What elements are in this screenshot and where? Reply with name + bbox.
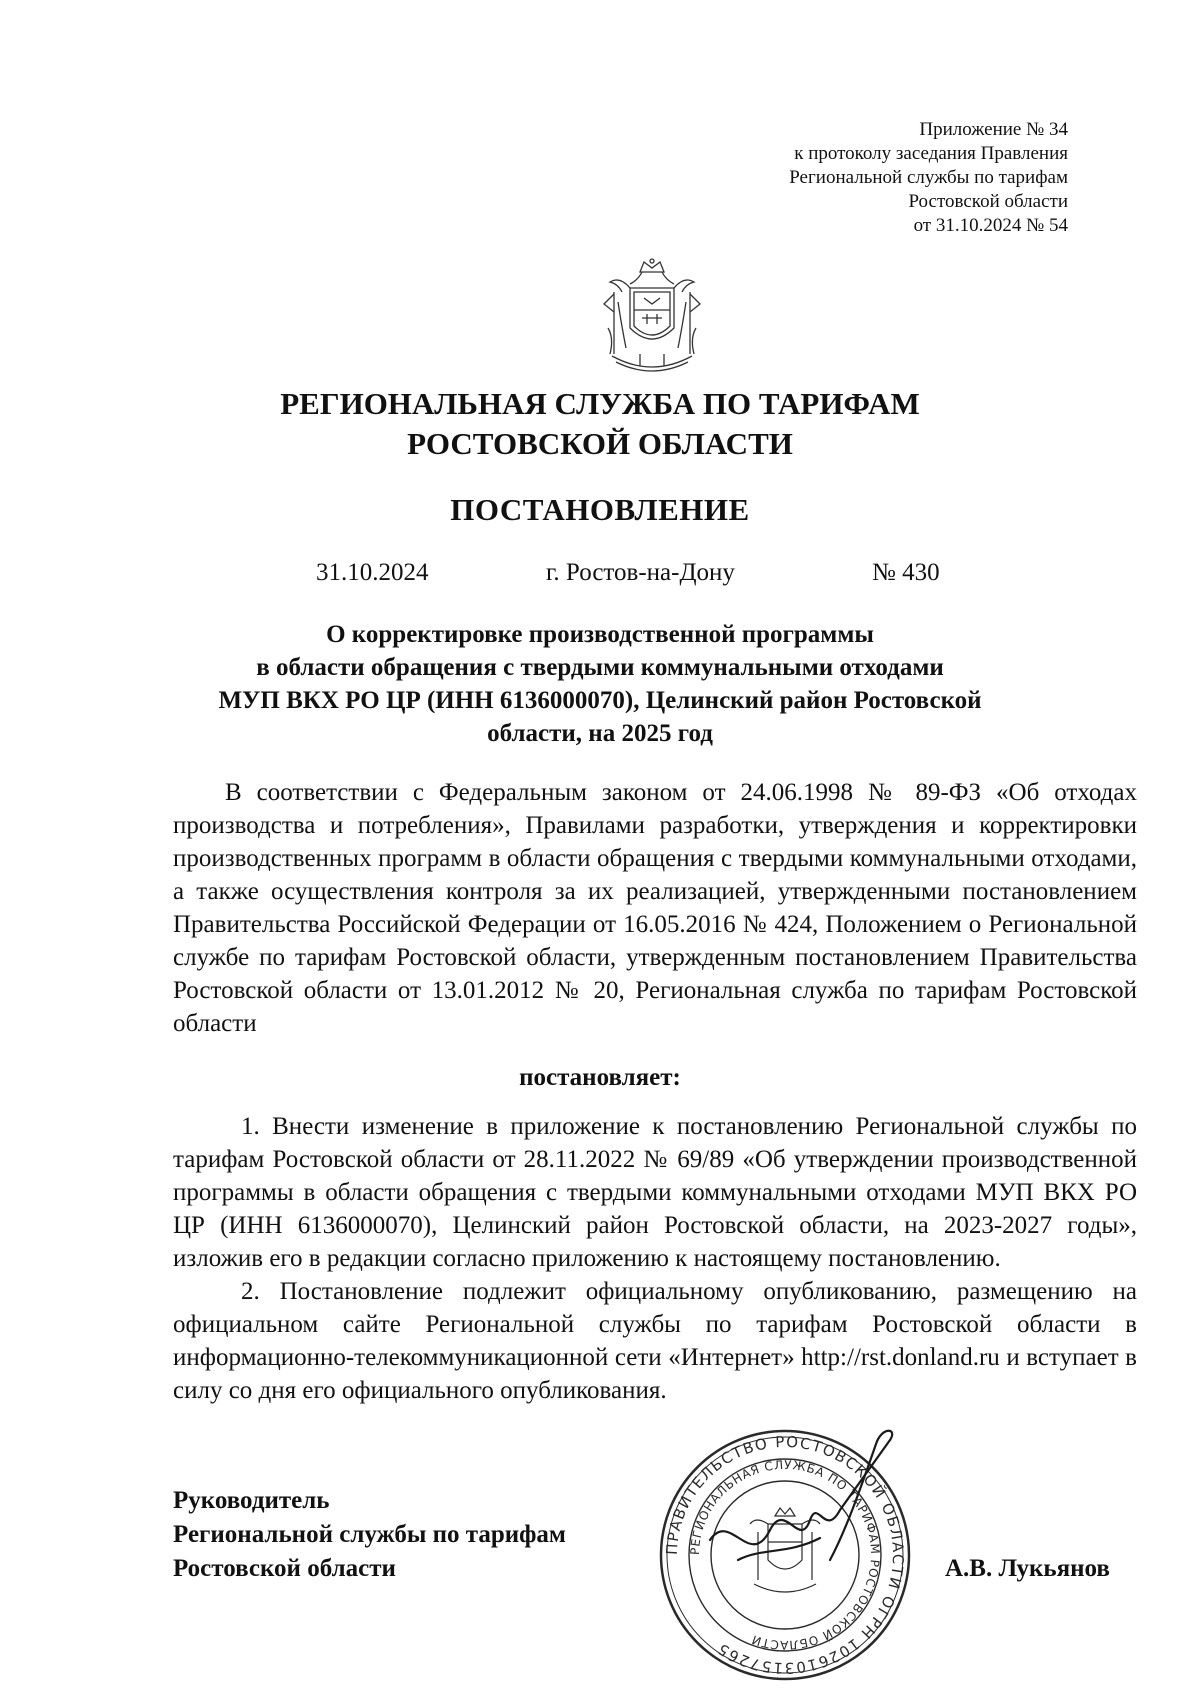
- signer-name: А.В. Лукьянов: [945, 1555, 1110, 1582]
- appendix-line: Ростовской области: [908, 191, 1068, 212]
- appendix-line: от 31.10.2024 № 54: [913, 215, 1068, 236]
- document-date: 31.10.2024: [316, 559, 429, 586]
- decree-item: 2. Постановление подлежит официальному опубликованию, размещению на официальном сайте Региональной службы по тарифам Ростовской области в информационно-телекоммуникационной сети «Интернет» http://rst.donland.ru и вступает в силу со дня его официального опубликования.: [173, 1278, 1137, 1404]
- document-subject: [160, 618, 1040, 750]
- document-city: г. Ростов-на-Дону: [546, 559, 735, 586]
- preamble-paragraph: В соответствии с Федеральным законом от 24.06.1998 № 89-ФЗ «Об отходах производства и потребления», Правилами разработки, утверждения и корректировки производственных программ в области обращения с твердыми коммунальными отходами, а также осуществления контроля за их реализацией, утвержденными постановлением Правительства Российской Федерации от 16.05.2016 № 424, Положением о Региональной службе по тарифам Ростовской области, утвержденным постановлением Правительства Ростовской области от 13.01.2012 № 20, Региональная служба по тарифам Ростовской области: [173, 779, 1137, 1037]
- appendix-line: к протоколу заседания Правления: [794, 143, 1068, 164]
- signer-title-line: Региональной службы по тарифам: [173, 1521, 566, 1548]
- coat-of-arms-icon: [600, 258, 704, 380]
- decree-item: 1. Внести изменение в приложение к постановлению Региональной службы по тарифам Ростовской области от 28.11.2022 № 69/89 «Об утверждении производственной программы в области обращения с твердыми коммунальными отходами МУП ВКХ РО ЦР (ИНН 6136000070), Целинский район Ростовской области, на 2023-2027 годы», изложив его в редакции согласно приложению к настоящему постановлению.: [173, 1113, 1137, 1272]
- subject-line: О корректировке производственной программы: [326, 621, 874, 648]
- decree-items: [173, 1110, 1137, 1407]
- organization-name-line: РЕГИОНАЛЬНАЯ СЛУЖБА ПО ТАРИФАМ: [280, 386, 920, 421]
- subject-line: области, на 2025 год: [487, 720, 713, 747]
- appendix-line: Приложение № 34: [919, 119, 1068, 140]
- signer-title-line: Руководитель: [173, 1487, 330, 1514]
- subject-line: МУП ВКХ РО ЦР (ИНН 6136000070), Целинский район Ростовской: [218, 687, 982, 714]
- document-meta: [160, 556, 1040, 592]
- appendix-line: Региональной службы по тарифам: [789, 167, 1068, 188]
- appendix-reference: [648, 118, 1068, 238]
- signer-title-line: Ростовской области: [173, 1555, 396, 1582]
- document-type: ПОСТАНОВЛЕНИЕ: [450, 492, 750, 527]
- decree-word: постановляет:: [519, 1064, 681, 1091]
- seal-inner-text: РЕГИОНАЛЬНАЯ СЛУЖБА ПО ТАРИФАМ РОСТОВСКОЙ ОБЛАСТИ: [687, 1457, 883, 1653]
- document-number: № 430: [872, 559, 940, 586]
- organization-name-line: РОСТОВСКОЙ ОБЛАСТИ: [407, 426, 793, 461]
- organization-name: [160, 384, 1040, 464]
- official-seal-icon: [650, 1420, 920, 1690]
- seal-outer-text: ПРАВИТЕЛЬСТВО РОСТОВСКОЙ ОБЛАСТИ ОГРН 1026103157265: [662, 1432, 908, 1678]
- subject-line: в области обращения с твердыми коммунальными отходами: [256, 654, 944, 681]
- signer-title: [173, 1484, 566, 1586]
